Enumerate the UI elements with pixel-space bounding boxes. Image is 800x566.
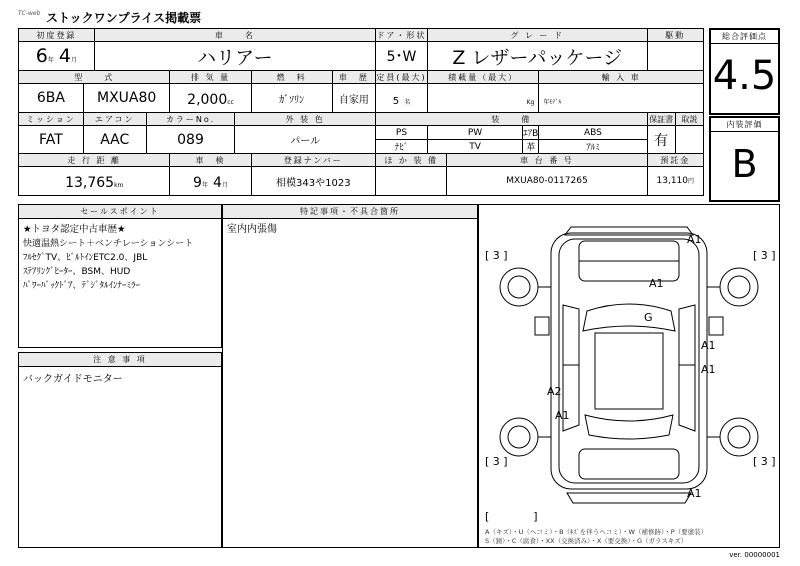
label-capacity: 定員(最大) — [376, 72, 427, 82]
model-value: MXUA80 — [83, 84, 170, 113]
special-notes-box — [222, 204, 478, 548]
sales-point-line: ﾊﾟﾜｰﾊﾞｯｸﾄﾞｱ、ﾃﾞｼﾞﾀﾙｲﾝﾅｰﾐﾗｰ — [23, 281, 141, 291]
label-displacement: 排 気 量 — [170, 71, 251, 84]
page-title: ストックワンプライス掲載票 — [46, 11, 202, 25]
equip-navi: ﾅﾋﾞ — [376, 140, 428, 154]
interior-score-label: 内装評価 — [711, 118, 778, 132]
equip-leather: 革 — [523, 140, 539, 154]
label-mission: ミッション — [19, 113, 84, 126]
label-recycle: 預託金 — [647, 154, 703, 167]
first-reg-value: 6年 4月 — [19, 42, 95, 71]
vehicle-info-table — [18, 28, 704, 196]
label-inspection: 車 検 — [170, 154, 251, 167]
tire-label-front-right: [ 3 ] — [753, 249, 776, 262]
equip-ps: PS — [376, 126, 428, 140]
sales-point-line: ★トヨタ認定中古車歴★ — [23, 224, 126, 235]
overall-score-label: 総合評価点 — [711, 30, 778, 44]
special-notes-label: 特記事項・不具合箇所 — [223, 205, 477, 219]
label-mileage: 走 行 距 離 — [19, 154, 170, 167]
label-car-name: 車 名 — [94, 29, 375, 42]
label-load: 積載量（最大） — [427, 71, 538, 84]
cautions-text: バックガイドモニター — [23, 374, 123, 385]
other-equip-value — [376, 167, 447, 196]
legend-line: S（錆）・C（腐食）・XX（交換済み）・X（要交換）・G（ガラスキズ） — [485, 537, 688, 545]
fuel-value: ｶﾞｿﾘﾝ — [251, 84, 332, 113]
equip-tv: TV — [427, 140, 522, 154]
label-manual: 取説 — [675, 113, 703, 126]
label-first-reg: 初度登録 — [19, 29, 95, 42]
label-fuel: 燃 料 — [251, 71, 332, 84]
label-chassis: 車 台 番 号 — [447, 154, 647, 167]
bottom-bracket: [ ] — [485, 510, 538, 523]
label-color-no: カラーNo. — [146, 113, 235, 126]
car-name-value: ハリアー — [94, 42, 375, 71]
tire-label-rear-right: [ 3 ] — [753, 455, 776, 468]
sales-point-line: ｽﾃｱﾘﾝｸﾞﾋｰﾀｰ、BSM、HUD — [23, 267, 131, 277]
damage-mark: A1 — [555, 409, 570, 422]
label-import: 輸 入 車 — [539, 71, 704, 84]
load-value: Kg — [427, 84, 538, 113]
sales-points-box — [18, 204, 222, 348]
label-equipment: 装 備 — [376, 113, 648, 126]
damage-diagram-box — [478, 204, 780, 548]
import-value: 年ﾓﾃﾞﾙ — [539, 84, 704, 113]
capacity-value: 5 名 — [376, 84, 428, 113]
color-no-value: 089 — [146, 126, 235, 154]
tire-label-front-left: [ 3 ] — [485, 249, 508, 262]
damage-mark: A1 — [701, 363, 716, 376]
equip-abs: ABS — [539, 126, 647, 140]
mileage-value: 13,765km — [19, 167, 170, 196]
label-aircon: エアコン — [83, 113, 146, 126]
version-label: ver. 00000001 — [729, 551, 780, 559]
equip-pw: PW — [427, 126, 522, 140]
label-history: 車 歴 — [332, 71, 375, 84]
manual-value — [675, 126, 703, 154]
label-warranty: 保証書 — [647, 113, 675, 126]
car-outline-diagram — [479, 205, 779, 547]
overall-score-box — [709, 28, 780, 115]
sales-point-line: ﾌﾙｾｸﾞTV、ﾋﾞﾙﾄｲﾝETC2.0、JBL — [23, 253, 148, 263]
label-exterior: 外 装 色 — [235, 113, 376, 126]
label-plate: 登録ナンバー — [251, 154, 375, 167]
interior-score-box — [709, 116, 780, 202]
damage-mark: G — [644, 311, 653, 324]
label-model: 型 式 — [19, 71, 170, 84]
chassis-value: MXUA80-0117265 — [447, 167, 647, 196]
recycle-value: 13,110円 — [647, 167, 703, 196]
label-other-equip: ほ か 装 備 — [376, 154, 447, 167]
sales-point-line: 快適温熱シート＋ベンチレーションシート — [23, 239, 194, 249]
cautions-label: 注 意 事 項 — [19, 353, 221, 367]
exterior-value: パール — [235, 126, 376, 154]
legend-line: A（キズ）・U（ヘコミ）・B（ｷｽﾞを伴うヘコミ）・W（補修跡）・P（要塗装） — [485, 528, 708, 536]
equip-airbag: ｴｱB — [523, 126, 539, 140]
special-notes-text: 室内内張傷 — [227, 224, 277, 235]
plate-value: 相模343や1023 — [251, 167, 375, 196]
damage-mark: A1 — [687, 233, 702, 246]
grade-value: Z レザーパッケージ — [427, 42, 647, 71]
equip-alloy: ｱﾙﾐ — [539, 140, 647, 154]
label-doors: ドア・形状 — [376, 30, 427, 40]
history-value: 自家用 — [332, 84, 375, 113]
interior-score-value: B — [731, 142, 758, 186]
aircon-value: AAC — [83, 126, 146, 154]
sales-points-label: セールスポイント — [19, 205, 221, 219]
warranty-value: 有 — [647, 126, 675, 154]
mission-value: FAT — [19, 126, 84, 154]
damage-mark: A1 — [701, 339, 716, 352]
tire-label-rear-left: [ 3 ] — [485, 455, 508, 468]
label-drive: 駆動 — [647, 29, 703, 42]
cautions-box — [18, 352, 222, 548]
site-logo: TC-web — [18, 10, 41, 17]
doors-value: 5･W — [376, 42, 428, 71]
label-grade: グ レ ー ド — [427, 29, 647, 42]
model-prefix-value: 6BA — [19, 84, 84, 113]
damage-mark: A1 — [649, 277, 664, 290]
damage-mark: A2 — [547, 385, 562, 398]
damage-mark: A1 — [687, 487, 702, 500]
inspection-value: 9年 4月 — [170, 167, 251, 196]
overall-score-value: 4.5 — [712, 53, 777, 99]
displacement-value: 2,000cc — [170, 84, 251, 113]
drive-value — [647, 42, 703, 71]
